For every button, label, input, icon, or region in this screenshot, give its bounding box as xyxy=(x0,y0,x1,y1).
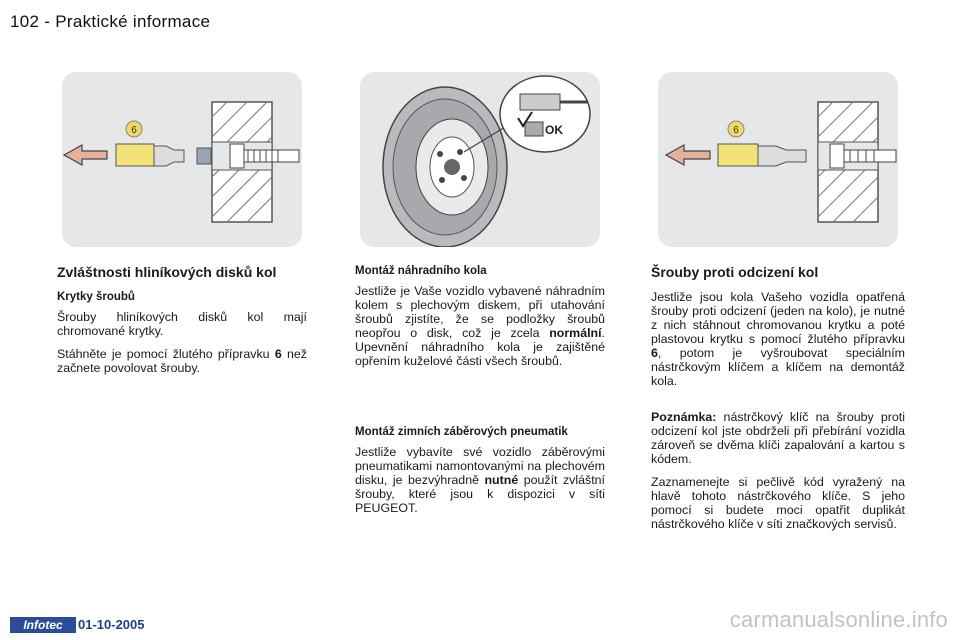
infotec-logo: Infotec xyxy=(10,617,76,633)
subheading-winter-tyres: Montáž zimních záběrových pneumatik xyxy=(355,426,568,438)
section-heading: Zvláštnosti hliníkových disků kol xyxy=(57,264,277,280)
svg-text:OK: OK xyxy=(545,123,563,137)
paragraph: Jestliže vybavíte své vozidlo záběrovými pneumatikami namontovanými na plechovém disku, je bezvýhradně nutné použít zvláštní šrouby, které jsou k dispozici v síti PEUGEOT. xyxy=(355,445,605,515)
tire-drawing xyxy=(383,87,507,247)
paragraph: Zaznamenejte si pečlivě kód vyražený na hlavě tohoto nástrčkového klíče. S jeho pomocí si budete moci opatřit duplikát nástrčkového klíče v síti značkových servisů. xyxy=(651,475,905,531)
subheading-spare-wheel: Montáž náhradního kola xyxy=(355,265,487,277)
watermark: carmanualsonline.info xyxy=(729,607,948,632)
column-alloy-wheels xyxy=(57,264,307,384)
footer-date: 01-10-2005 xyxy=(78,617,145,632)
chrome-cap-drawing xyxy=(197,148,211,164)
yellow-tool-drawing xyxy=(116,144,184,166)
column-spare-wheel xyxy=(355,264,605,377)
note-paragraph: Poznámka: nástrčkový klíč na šrouby proti odcizení kol jste obdrželi při přebírání vozidla zároveň se dvěma klíči zapalování a kartou s kódem. xyxy=(651,410,905,466)
svg-text:6: 6 xyxy=(131,125,137,136)
section-heading: Šrouby proti odcizení kol xyxy=(651,264,819,280)
column-antitheft xyxy=(651,264,905,540)
zoom-inset xyxy=(500,76,590,152)
paragraph: Stáhněte je pomocí žlutého přípravku 6 než začnete povolovat šrouby. xyxy=(57,347,307,375)
illustration-cap-removal xyxy=(62,72,302,247)
column-winter-tyres xyxy=(355,425,605,524)
arrow-left-icon xyxy=(64,145,107,165)
page-title: 102 - Praktické informace xyxy=(10,12,211,31)
illustration-spare-wheel xyxy=(360,72,600,247)
svg-text:6: 6 xyxy=(733,125,739,136)
arrow-left-icon xyxy=(666,145,710,165)
yellow-tool-drawing xyxy=(718,144,806,166)
paragraph: Jestliže je Vaše vozidlo vybavené náhradním kolem s plechovým diskem, při utahování šroubů zjistíte, že se podložky šroubů neopřou o disk, což je zcela normální. Upevnění náhradního kola je zajištěné opřením kuželové části všech šroubů. xyxy=(355,284,605,368)
illustration-antitheft-bolt xyxy=(658,72,898,247)
subheading-caps: Krytky šroubů xyxy=(57,291,135,303)
paragraph: Jestliže jsou kola Vašeho vozidla opatřená šrouby proti odcizení (jeden na kolo), je nutné z nich stáhnout chromovanou krytku a poté plastovou krytku s pomocí žlutého přípravku 6, potom je vyšroubovat speciálním nástrčkovým klíčem a klíčem na demontáž kola. xyxy=(651,290,905,388)
paragraph: Šrouby hliníkových disků kol mají chromované krytky. xyxy=(57,310,307,338)
